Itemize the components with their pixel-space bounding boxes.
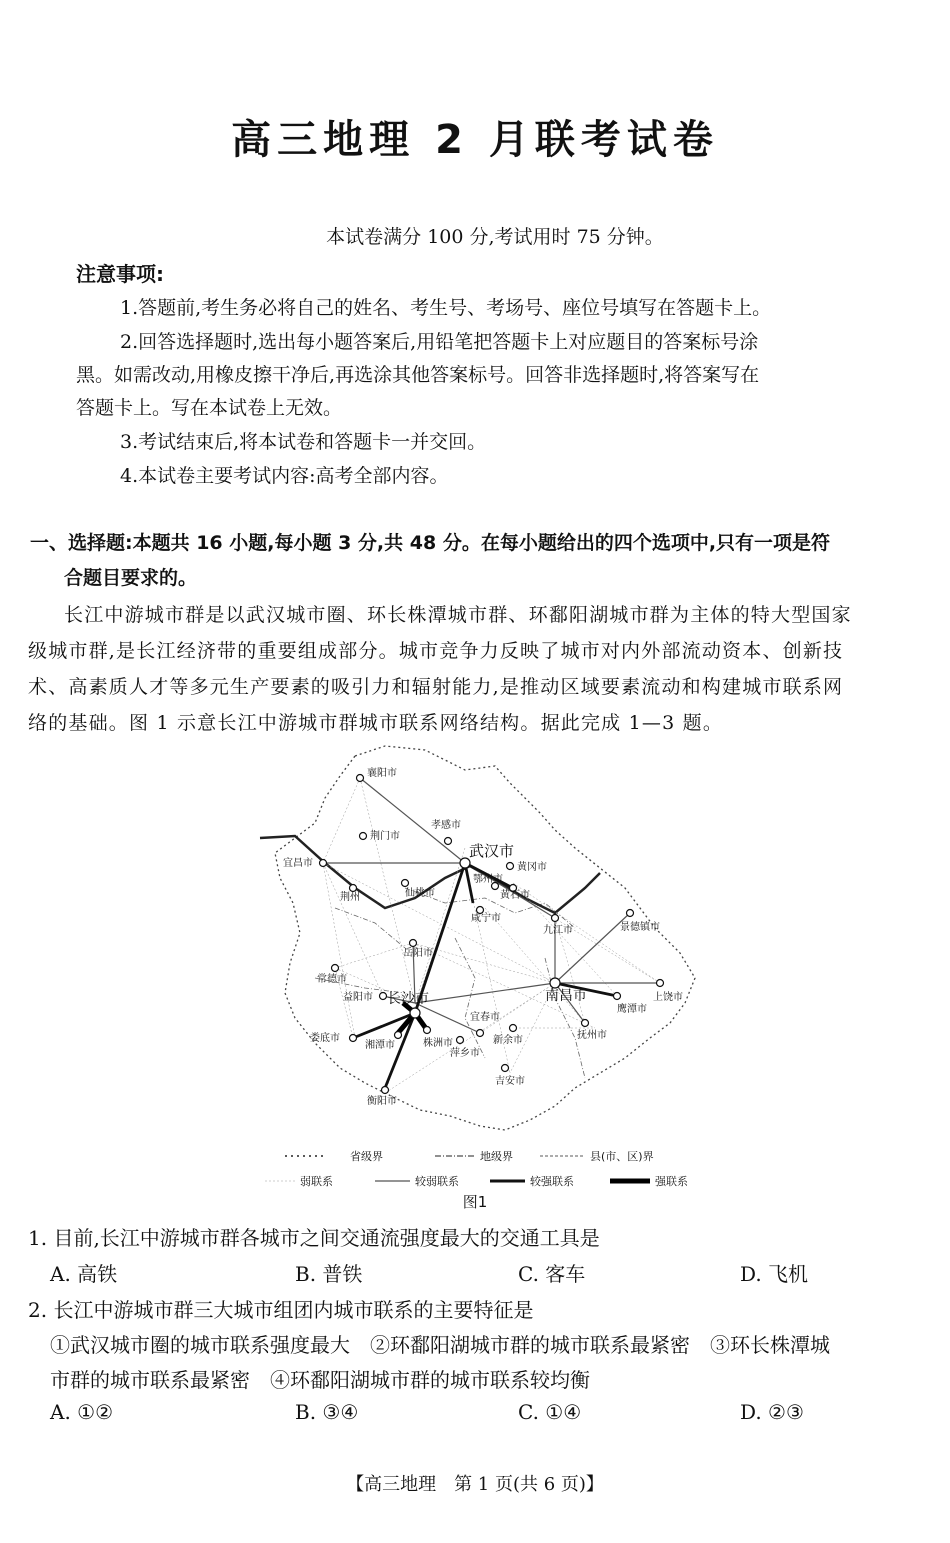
section-heading: 一、选择题:本题共 16 小题,每小题 3 分,共 48 分。在每小题给出的四个选项中,只有一项是符 xyxy=(30,532,831,554)
city-label: 湘潭市 xyxy=(365,1040,395,1051)
city-label: 武汉市 xyxy=(469,842,515,860)
city-label: 宜春市 xyxy=(470,1012,500,1023)
city-label: 黄冈市 xyxy=(517,862,547,873)
city-label: 鹰潭市 xyxy=(617,1004,647,1015)
page-title: 高三地理 2 月联考试卷 xyxy=(231,117,719,163)
question-1-option-b: B. 普铁 xyxy=(295,1262,363,1286)
province-boundary xyxy=(275,746,695,1130)
question-2-stem: 2. 长江中游城市群三大城市组团内城市联系的主要特征是 xyxy=(28,1298,534,1322)
legend-label: 较强联系 xyxy=(530,1175,574,1188)
city-label: 常德市 xyxy=(317,974,347,985)
question-2-option-a: A. ①② xyxy=(50,1400,114,1424)
stronger-links xyxy=(353,863,617,1088)
question-2-option-d: D. ②③ xyxy=(740,1400,804,1424)
city-label: 宜昌市 xyxy=(283,858,313,869)
passage-line: 级城市群,是长江经济带的重要组成部分。城市竞争力反映了城市对内外部流动资本、创新技 xyxy=(28,640,844,662)
city-label: 荆州 xyxy=(340,892,360,903)
question-2-statements: ①武汉城市圈的城市联系强度最大 ②环鄱阳湖城市群的城市联系最紧密 ③环长株潭城 xyxy=(50,1333,830,1357)
city-label: 娄底市 xyxy=(310,1033,340,1044)
city-label: 长沙市 xyxy=(387,991,429,1007)
question-1-stem: 1. 目前,长江中游城市群各城市之间交通流强度最大的交通工具是 xyxy=(28,1226,600,1250)
notice-line: 2.回答选择题时,选出每小题答案后,用铅笔把答题卡上对应题目的答案标号涂 xyxy=(120,331,759,353)
legend-label: 弱联系 xyxy=(300,1175,333,1188)
exam-info: 本试卷满分 100 分,考试用时 75 分钟。 xyxy=(326,226,664,248)
city-label: 孝感市 xyxy=(431,820,461,831)
legend-label: 县(市、区)界 xyxy=(590,1150,654,1163)
notice-line: 3.考试结束后,将本试卷和答题卡一并交回。 xyxy=(120,431,487,453)
question-1-option-d: D. 飞机 xyxy=(740,1262,809,1286)
question-2-option-c: C. ①④ xyxy=(518,1400,582,1424)
city-label: 九江市 xyxy=(543,925,573,936)
question-1-option-c: C. 客车 xyxy=(518,1262,586,1286)
map-legend xyxy=(265,1149,688,1188)
legend-label: 省级界 xyxy=(350,1150,383,1163)
passage-line: 长江中游城市群是以武汉城市圈、环长株潭城市群、环鄱阳湖城市群为主体的特大型国家 xyxy=(64,604,852,626)
figure-caption: 图1 xyxy=(462,1193,488,1211)
notice-line: 1.答题前,考生务必将自己的姓名、考生号、考场号、座位号填写在答题卡上。 xyxy=(120,297,772,319)
city-label: 上饶市 xyxy=(653,992,683,1003)
city-label: 益阳市 xyxy=(343,992,373,1003)
passage-line: 术、高素质人才等多元生产要素的吸引力和辐射能力,是推动区域要素流动和构建城市联系网 xyxy=(28,676,844,698)
question-2-option-b: B. ③④ xyxy=(295,1400,359,1424)
legend-label: 强联系 xyxy=(655,1175,688,1188)
city-label: 株洲市 xyxy=(423,1038,453,1049)
city-label: 南昌市 xyxy=(545,988,587,1004)
city-label: 抚州市 xyxy=(577,1030,607,1041)
notice-line: 答题卡上。写在本试卷上无效。 xyxy=(76,397,343,419)
city-label: 景德镇市 xyxy=(620,922,660,933)
city-label: 衡阳市 xyxy=(367,1096,397,1107)
city-label: 仙桃市 xyxy=(405,888,435,899)
city-label: 萍乡市 xyxy=(450,1048,480,1059)
notice-heading: 注意事项: xyxy=(76,262,164,286)
city-label: 岳阳市 xyxy=(403,948,433,959)
question-2-statements-cont: 市群的城市联系最紧密 ④环鄱阳湖城市群的城市联系较均衡 xyxy=(50,1368,590,1392)
notice-line: 4.本试卷主要考试内容:高考全部内容。 xyxy=(120,465,449,487)
page-footer: 【高三地理 第 1 页(共 6 页)】 xyxy=(346,1474,604,1495)
city-labels xyxy=(283,766,683,1107)
question-1-option-a: A. 高铁 xyxy=(50,1262,118,1286)
section-heading-cont: 合题目要求的。 xyxy=(64,567,198,589)
city-label: 黄石市 xyxy=(500,890,530,901)
legend-label: 较弱联系 xyxy=(415,1175,459,1188)
city-label: 荆门市 xyxy=(370,831,400,842)
passage-line: 络的基础。图 1 示意长江中游城市群城市联系网络结构。据此完成 1—3 题。 xyxy=(28,712,724,734)
city-label: 吉安市 xyxy=(495,1076,525,1087)
city-label: 咸宁市 xyxy=(471,913,501,924)
notice-line: 黑。如需改动,用橡皮擦干净后,再选涂其他答案标号。回答非选择题时,将答案写在 xyxy=(76,364,760,386)
city-label: 新余市 xyxy=(493,1035,523,1046)
legend-label: 地级界 xyxy=(480,1150,513,1163)
city-network-map xyxy=(255,738,705,1190)
city-label: 鄂州市 xyxy=(473,874,503,885)
city-label: 襄阳市 xyxy=(367,768,397,779)
yangtze-river xyxy=(260,836,600,913)
